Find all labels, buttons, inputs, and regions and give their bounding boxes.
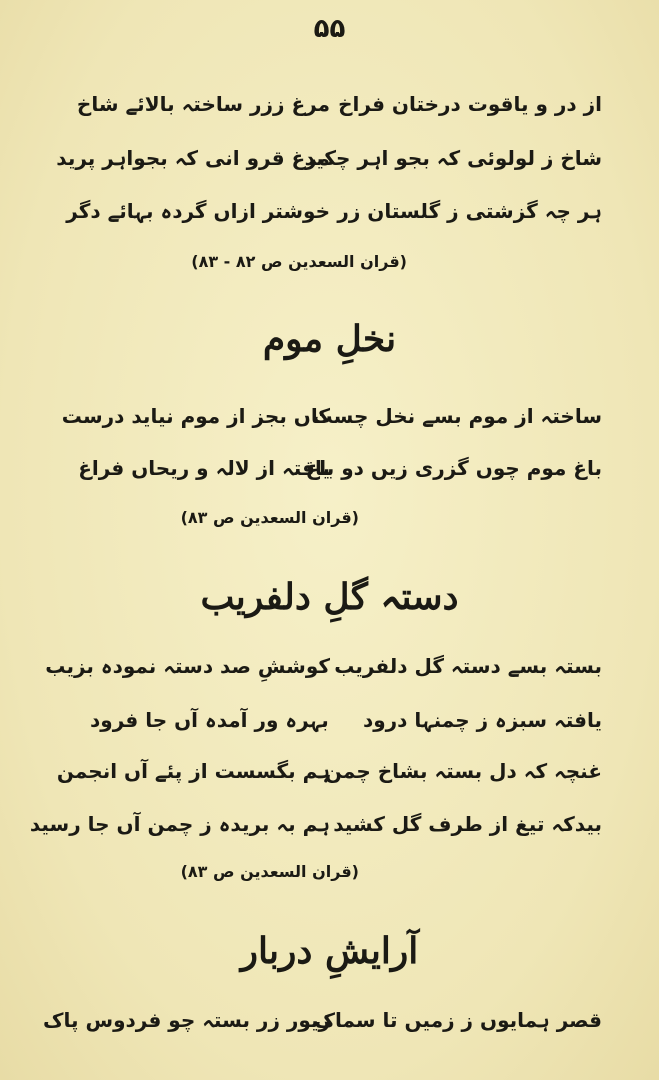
first-hemistich: ہر چہ گزشتی ز گلستان زر (337, 199, 602, 223)
first-hemistich: قصر ہمایوں ز زمیں تا سماک (314, 1008, 602, 1032)
citation: (قران السعدین ص ۸۳) (180, 508, 359, 527)
section-heading: دستہ گلِ دلفریب (200, 576, 459, 618)
first-hemistich: باغ موم چوں گزری زیں دو باغ (305, 456, 602, 480)
citation: (قران السعدین ص ۸۲ - ۸۳) (191, 252, 407, 271)
couplet (61, 398, 602, 434)
couplet (56, 140, 602, 176)
section-heading: آرایشِ دربار (240, 930, 419, 972)
second-hemistich: ہم بگسست از پئے آں انجمن (56, 759, 330, 783)
second-hemistich: مرغ ززر ساختہ بالائے شاخ (76, 92, 330, 116)
second-hemistich: یافتہ از لالہ و ریحاں فراغ (78, 456, 330, 480)
couplet (56, 753, 602, 789)
couplet (43, 1002, 602, 1038)
first-hemistich: بیدکہ تیغ از طرف گل کشید (333, 812, 602, 836)
second-hemistich: کوششِ صد دستہ نمودہ بزیب (45, 654, 330, 678)
couplet (29, 806, 602, 842)
first-hemistich: ساختہ از موم بسے نخل چست (312, 404, 602, 428)
second-hemistich: مرغ قرو انی کہ بجواہر پرید (56, 146, 330, 170)
first-hemistich: از در و یاقوت درختان فراخ (338, 92, 602, 116)
section-heading: نخلِ موم (262, 318, 397, 360)
couplet (78, 450, 602, 486)
page-number: ۵۵ (313, 14, 346, 44)
second-hemistich: بہرہ ور آمدہ آں جا فرود (90, 708, 329, 732)
citation: (قران السعدین ص ۸۳) (180, 862, 359, 881)
first-hemistich: شاخ ز لولوئی کہ بجو اہر چکید (304, 146, 602, 170)
first-hemistich: غنچہ کہ دل بستہ بشاخ چمن (324, 759, 602, 783)
couplet (90, 702, 602, 738)
first-hemistich: یافتہ سبزہ ز چمنہا درود (362, 708, 602, 732)
second-hemistich: ہم بہ بریدہ ز چمن آں جا رسید (29, 812, 330, 836)
second-hemistich: کاں بجز از موم نیاید درست (61, 404, 330, 428)
couplet (66, 193, 602, 229)
second-hemistich: خوشتر ازاں گردہ بہائے دگر (66, 199, 330, 223)
couplet (76, 86, 602, 122)
first-hemistich: بستہ بسے دستہ گل دلفریب (334, 654, 602, 678)
second-hemistich: زیور زر بستہ چو فردوس پاک (43, 1008, 330, 1032)
couplet (45, 648, 602, 684)
